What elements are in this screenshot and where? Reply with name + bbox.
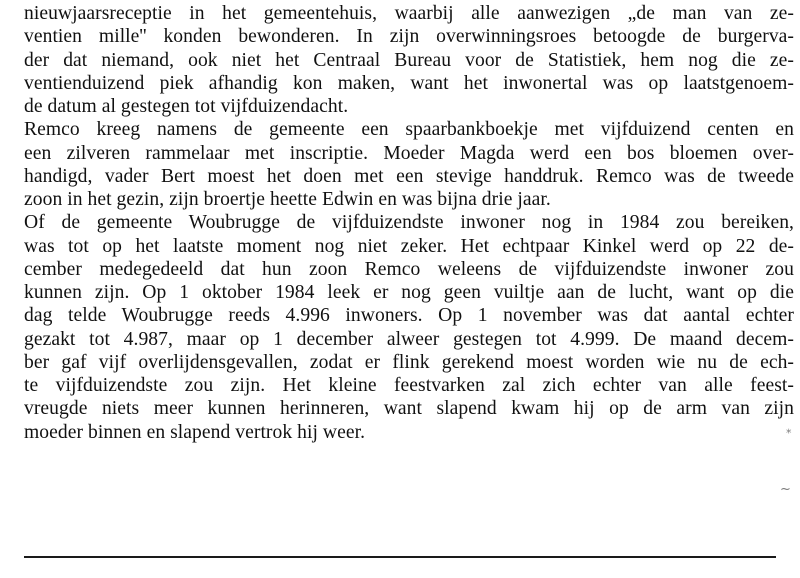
text-line: dag telde Woubrugge reeds 4.996 inwoners. Op 1 november was dat aantal echter <box>24 305 794 327</box>
text-line: vreugde niets meer kunnen herinneren, want slapend kwam hij op de arm van zijn <box>24 398 794 420</box>
paragraph-end-line: de datum al gestegen tot vijfduizendacht. <box>24 96 349 117</box>
scan-speck-mark: ~ <box>780 482 791 497</box>
paragraph-end-line: moeder binnen en slapend vertrok hij weer. <box>24 421 366 443</box>
text-line: een zilveren rammelaar met inscriptie. Moeder Magda werd een bos bloemen over- <box>24 142 794 164</box>
text-line: was tot op het laatste moment nog niet zeker. Het echtpaar Kinkel werd op 22 de- <box>24 235 794 257</box>
text-line: Remco kreeg namens de gemeente een spaarbankboekje met vijfduizend centen en <box>24 119 794 141</box>
paragraph-end-line: zoon in het gezin, zijn broertje heette Edwin en was bijna drie jaar. <box>24 189 551 210</box>
body-text <box>24 2 794 444</box>
text-line: ber gaf vijf overlijdensgevallen, zodat er flink gerekend moest worden wie nu de ech- <box>24 351 794 373</box>
text-line: handigd, vader Bert moest het doen met een stevige handdruk. Remco was de tweede <box>24 165 794 187</box>
text-line: cember medegedeeld dat hun zoon Remco weleens de vijfduizendste inwoner zou <box>24 258 794 280</box>
text-line: ventien mille'' konden bewonderen. In zijn overwinningsroes betoogde de burgerva- <box>24 26 794 48</box>
text-line: gezakt tot 4.987, maar op 1 december alweer gestegen tot 4.999. De maand decem- <box>24 328 794 350</box>
text-line: te vijfduizendste zou zijn. Het kleine feestvarken zal zich echter van alle feest- <box>24 375 794 396</box>
horizontal-rule <box>24 556 776 558</box>
text-line: nieuwjaarsreceptie in het gemeentehuis, waarbij alle aanwezigen „de man van ze- <box>24 3 794 24</box>
text-line: der dat niemand, ook niet het Centraal Bureau voor de Statistiek, hem nog die ze- <box>24 49 794 71</box>
text-line: Of de gemeente Woubrugge de vijfduizendste inwoner nog in 1984 zou bereiken, <box>24 212 794 234</box>
text-line: ventienduizend piek afhandig kon maken, want het inwonertal was op laatstgenoem- <box>24 72 794 94</box>
scan-speck-mark: ⁎ <box>786 423 792 436</box>
text-line: kunnen zijn. Op 1 oktober 1984 leek er nog geen vuiltje aan de lucht, want op die <box>24 282 794 303</box>
